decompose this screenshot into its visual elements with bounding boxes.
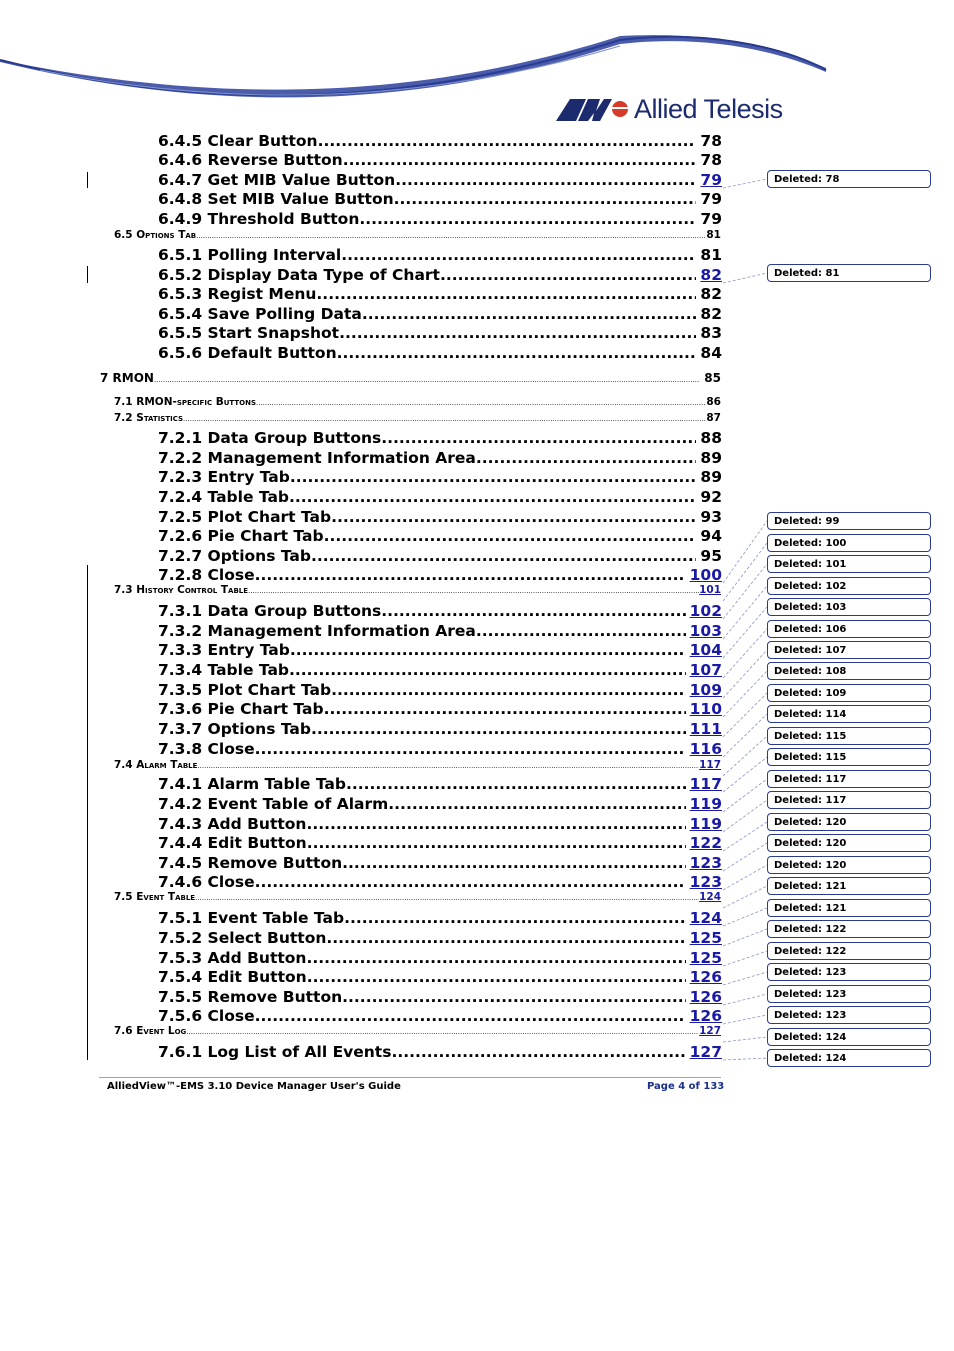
deleted-balloon: Deleted: 109 xyxy=(767,684,931,702)
toc-entry-title: 7.4.3 Add Button xyxy=(158,815,307,833)
toc-entry-title: 6.5.6 Default Button xyxy=(158,344,337,362)
toc-entry-title: 7.4.1 Alarm Table Tab xyxy=(158,775,346,793)
balloon-connector xyxy=(723,994,767,1005)
balloon-connector xyxy=(723,629,767,678)
balloon-connector xyxy=(723,908,767,926)
toc-page-number[interactable]: 124 xyxy=(699,891,721,903)
deleted-balloon: Deleted: 102 xyxy=(767,577,931,595)
toc-entry-title: 6.5.1 Polling Interval xyxy=(158,246,342,264)
toc-entry-title: 7.5.6 Close xyxy=(158,1007,255,1025)
toc-page-number: 83 xyxy=(700,324,722,342)
balloon-connector xyxy=(723,1058,767,1060)
balloon-connector xyxy=(723,929,767,946)
toc-entry-title: 7.2.6 Pie Chart Tab xyxy=(158,527,324,545)
balloon-connector xyxy=(723,671,767,717)
toc-page-number[interactable]: 102 xyxy=(689,602,722,620)
toc-page-number: 92 xyxy=(700,488,722,506)
toc-page-number[interactable]: 122 xyxy=(689,834,722,852)
balloon-connector xyxy=(723,757,767,792)
deleted-balloon: Deleted: 121 xyxy=(767,899,931,917)
balloon-connector xyxy=(723,1037,767,1042)
toc-entry-title: 7.2.3 Entry Tab xyxy=(158,468,290,486)
toc-entry-title: 6.4.6 Reverse Button xyxy=(158,151,343,169)
toc-page-number[interactable]: 123 xyxy=(689,854,722,872)
footer-divider xyxy=(99,1077,721,1078)
toc-page-number: 89 xyxy=(700,449,722,467)
toc-page-number: 93 xyxy=(700,508,722,526)
toc-page-number[interactable]: 117 xyxy=(689,775,722,793)
deleted-balloon: Deleted: 117 xyxy=(767,770,931,788)
toc-page-number[interactable]: 107 xyxy=(689,661,722,679)
toc-page-number: 81 xyxy=(706,229,721,241)
deleted-balloon: Deleted: 106 xyxy=(767,620,931,638)
toc-entry-title: 6.5 Options Tab xyxy=(114,229,197,241)
toc-page-number[interactable]: 127 xyxy=(689,1043,722,1061)
toc-entry-title: 7.5.2 Select Button xyxy=(158,929,327,947)
toc-entry-title: 7.5.4 Edit Button xyxy=(158,968,307,986)
toc-entry-title: 7.5.3 Add Button xyxy=(158,949,307,967)
deleted-balloon: Deleted: 117 xyxy=(767,791,931,809)
deleted-balloon: Deleted: 107 xyxy=(767,641,931,659)
toc-page-number[interactable]: 125 xyxy=(689,929,722,947)
toc-entry-title: 6.4.9 Threshold Button xyxy=(158,210,360,228)
toc-entry-title: 7.4.2 Event Table of Alarm xyxy=(158,795,389,813)
toc-entry-title: 7.3.4 Table Tab xyxy=(158,661,290,679)
deleted-balloon: Deleted: 123 xyxy=(767,985,931,1003)
toc-entry-title: 7.3.1 Data Group Buttons xyxy=(158,602,382,620)
toc-entry-title: 7.4 Alarm Table xyxy=(114,759,198,771)
toc-entry-title: 7.4.5 Remove Button xyxy=(158,854,343,872)
toc-entry-title: 6.4.8 Set MIB Value Button xyxy=(158,190,394,208)
deleted-balloon: Deleted: 121 xyxy=(767,877,931,895)
footer-document-title: AlliedView™-EMS 3.10 Device Manager User's Guide xyxy=(107,1081,401,1092)
balloon-connector xyxy=(723,843,767,871)
toc-entry-title: 6.4.7 Get MIB Value Button xyxy=(158,171,396,189)
toc-entry-title: 7.3.7 Options Tab xyxy=(158,720,311,738)
toc-entry-title: 7.5.5 Remove Button xyxy=(158,988,343,1006)
change-bar xyxy=(87,565,88,1060)
toc-page-number[interactable]: 126 xyxy=(689,1007,722,1025)
toc-page-number: 81 xyxy=(700,246,722,264)
toc-page-number: 95 xyxy=(700,547,722,565)
deleted-balloon: Deleted: 124 xyxy=(767,1028,931,1046)
toc-entry-title: 7.2.4 Table Tab xyxy=(158,488,290,506)
toc-entry-title: 6.5.4 Save Polling Data xyxy=(158,305,362,323)
toc-page-number[interactable]: 100 xyxy=(689,566,722,584)
toc-entry-title: 7.2.5 Plot Chart Tab xyxy=(158,508,332,526)
balloon-connector xyxy=(723,1015,767,1024)
balloon-connector xyxy=(723,865,767,890)
deleted-balloon: Deleted: 78 xyxy=(767,170,931,188)
balloon-connector xyxy=(723,972,767,985)
deleted-balloon: Deleted: 115 xyxy=(767,748,931,766)
balloon-connector xyxy=(723,886,767,908)
toc-page-number[interactable]: 126 xyxy=(689,988,722,1006)
toc-entry-title: 6.5.2 Display Data Type of Chart xyxy=(158,266,440,284)
toc-entry-title: 6.5.5 Start Snapshot xyxy=(158,324,340,342)
toc-page-number: 82 xyxy=(700,285,722,303)
balloon-connector xyxy=(723,693,767,737)
toc-entry-title: 7.2 Statistics xyxy=(114,412,184,424)
balloon-connector xyxy=(723,822,767,851)
balloon-connector xyxy=(723,273,767,283)
toc-page-number[interactable]: 127 xyxy=(699,1025,721,1037)
toc-entry-title: 7.6 Event Log xyxy=(114,1025,187,1037)
deleted-balloon: Deleted: 120 xyxy=(767,856,931,874)
deleted-balloon: Deleted: 100 xyxy=(767,534,931,552)
toc-page-number: 79 xyxy=(700,190,722,208)
balloon-connector xyxy=(723,586,767,639)
toc-entry-title: 7.3.5 Plot Chart Tab xyxy=(158,681,332,699)
toc-page-number: 79 xyxy=(700,210,722,228)
deleted-balloon: Deleted: 81 xyxy=(767,264,931,282)
toc-page-number[interactable]: 119 xyxy=(689,795,722,813)
toc-entry-title: 7.1 RMON-specific Buttons xyxy=(114,396,256,408)
toc-page-number[interactable]: 116 xyxy=(689,740,722,758)
deleted-balloon: Deleted: 123 xyxy=(767,963,931,981)
deleted-balloon: Deleted: 122 xyxy=(767,920,931,938)
toc-entry-title: 7.2.1 Data Group Buttons xyxy=(158,429,382,447)
toc-entry-title: 7.4.6 Close xyxy=(158,873,255,891)
toc-page-number[interactable]: 103 xyxy=(689,622,722,640)
toc-entry-title: 7.3 History Control Table xyxy=(114,584,249,596)
toc-page-number: 78 xyxy=(700,151,722,169)
toc-page-number[interactable]: 117 xyxy=(699,759,721,771)
balloon-connector xyxy=(723,736,767,776)
balloon-connector xyxy=(723,179,767,188)
toc-entry-title: 7.3.8 Close xyxy=(158,740,255,758)
balloon-connector xyxy=(723,800,767,832)
toc-entry-title: 7.5 Event Table xyxy=(114,891,196,903)
deleted-balloon: Deleted: 123 xyxy=(767,1006,931,1024)
toc-page-number: 84 xyxy=(700,344,722,362)
toc-page-number[interactable]: 82 xyxy=(700,266,722,284)
deleted-balloon: Deleted: 103 xyxy=(767,598,931,616)
toc-page-number[interactable]: 119 xyxy=(689,815,722,833)
change-bar xyxy=(87,172,88,188)
toc-page-number: 89 xyxy=(700,468,722,486)
change-bar xyxy=(87,266,88,283)
toc-page-number: 85 xyxy=(704,371,721,385)
toc-page-number[interactable]: 79 xyxy=(700,171,722,189)
balloon-connector xyxy=(723,779,767,812)
toc-entry-title: 7.2.2 Management Information Area xyxy=(158,449,476,467)
toc-entry-title: 7.3.3 Entry Tab xyxy=(158,641,290,659)
toc-entry-title: 6.5.3 Regist Menu xyxy=(158,285,317,303)
balloon-connector xyxy=(723,650,767,698)
deleted-balloon: Deleted: 99 xyxy=(767,512,931,530)
toc-entry-title: 7.2.7 Options Tab xyxy=(158,547,311,565)
toc-page-number[interactable]: 124 xyxy=(689,909,722,927)
toc-entry-title: 7 RMON xyxy=(100,371,154,385)
toc-entry-title: 7.6.1 Log List of All Events xyxy=(158,1043,392,1061)
deleted-balloon: Deleted: 124 xyxy=(767,1049,931,1067)
toc-entry-title: 7.4.4 Edit Button xyxy=(158,834,307,852)
toc-page-number[interactable]: 126 xyxy=(689,968,722,986)
toc-page-number[interactable]: 110 xyxy=(689,700,722,718)
toc-page-number: 86 xyxy=(706,396,721,408)
toc-page-number[interactable]: 125 xyxy=(689,949,722,967)
toc-entry-title: 6.4.5 Clear Button xyxy=(158,132,318,150)
toc-entry-title: 7.2.8 Close xyxy=(158,566,255,584)
toc-page-number[interactable]: 104 xyxy=(689,641,722,659)
toc-entry-title: 7.5.1 Event Table Tab xyxy=(158,909,345,927)
brand-name: Allied Telesis xyxy=(634,93,783,124)
balloon-connector xyxy=(723,607,767,658)
deleted-balloon: Deleted: 120 xyxy=(767,834,931,852)
toc-page-number: 88 xyxy=(700,429,722,447)
deleted-balloon: Deleted: 108 xyxy=(767,662,931,680)
toc-entry-title: 7.3.2 Management Information Area xyxy=(158,622,476,640)
deleted-balloon: Deleted: 114 xyxy=(767,705,931,723)
deleted-balloon: Deleted: 120 xyxy=(767,813,931,831)
toc-page-number[interactable]: 109 xyxy=(689,681,722,699)
footer-page-number: Page 4 of 133 xyxy=(647,1081,725,1092)
deleted-balloon: Deleted: 101 xyxy=(767,555,931,573)
toc-page-number[interactable]: 123 xyxy=(689,873,722,891)
balloon-connector xyxy=(723,951,767,966)
toc-page-number[interactable]: 101 xyxy=(699,584,721,596)
toc-page-number: 94 xyxy=(700,527,722,545)
deleted-balloon: Deleted: 115 xyxy=(767,727,931,745)
toc-page-number: 87 xyxy=(706,412,721,424)
toc-page-number[interactable]: 111 xyxy=(689,720,722,738)
toc-entry-title: 7.3.6 Pie Chart Tab xyxy=(158,700,324,718)
deleted-balloon: Deleted: 122 xyxy=(767,942,931,960)
balloon-connector xyxy=(723,714,767,757)
toc-page-number: 78 xyxy=(700,132,722,150)
toc-page-number: 82 xyxy=(700,305,722,323)
